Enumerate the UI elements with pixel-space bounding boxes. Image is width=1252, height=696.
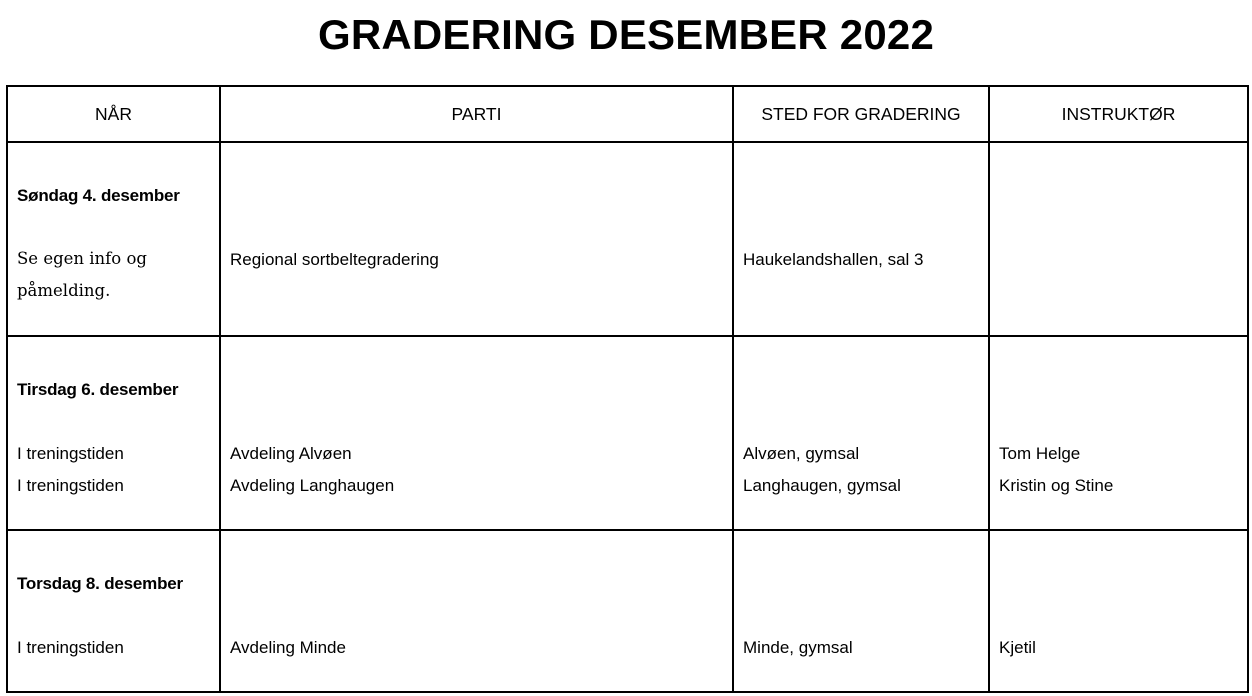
instruktor-text: Kristin og Stine xyxy=(999,476,1114,495)
when-text: I treningstiden xyxy=(17,638,124,657)
parti-text: Avdeling Langhaugen xyxy=(230,476,395,495)
sted-text: Minde, gymsal xyxy=(743,638,853,657)
instruktor-text: Kjetil xyxy=(999,638,1036,657)
sted-text: Alvøen, gymsal xyxy=(743,444,860,463)
cell-parti xyxy=(220,530,733,692)
table-row xyxy=(7,336,1248,530)
cell-when xyxy=(7,142,220,336)
parti-text: Regional sortbeltegradering xyxy=(230,250,439,269)
cell-when xyxy=(7,336,220,530)
parti-text: Avdeling Minde xyxy=(230,638,346,657)
table-row xyxy=(7,142,1248,336)
day-label: Torsdag 8. desember xyxy=(17,574,183,593)
header-when: NÅR xyxy=(7,86,220,142)
header-parti: PARTI xyxy=(220,86,733,142)
cell-instruktor xyxy=(989,530,1248,692)
grading-schedule-table xyxy=(6,85,1249,693)
when-note: Se egen info og påmelding. xyxy=(17,249,147,300)
cell-instruktor xyxy=(989,142,1248,336)
header-instruktor: INSTRUKTØR xyxy=(989,86,1248,142)
cell-sted xyxy=(733,336,989,530)
sted-text: Langhaugen, gymsal xyxy=(743,476,901,495)
header-sted: STED FOR GRADERING xyxy=(733,86,989,142)
cell-sted xyxy=(733,530,989,692)
cell-when xyxy=(7,530,220,692)
page-title: GRADERING DESEMBER 2022 xyxy=(317,11,935,58)
when-text: I treningstiden xyxy=(17,476,124,495)
day-label: Tirsdag 6. desember xyxy=(17,380,179,399)
table-header-row xyxy=(7,86,1248,142)
cell-sted xyxy=(733,142,989,336)
day-label: Søndag 4. desember xyxy=(17,186,180,205)
when-text: I treningstiden xyxy=(17,444,124,463)
sted-text: Haukelandshallen, sal 3 xyxy=(743,250,924,269)
cell-parti xyxy=(220,336,733,530)
cell-parti xyxy=(220,142,733,336)
cell-instruktor xyxy=(989,336,1248,530)
table-row xyxy=(7,530,1248,692)
parti-text: Avdeling Alvøen xyxy=(230,444,352,463)
instruktor-text: Tom Helge xyxy=(999,444,1081,463)
